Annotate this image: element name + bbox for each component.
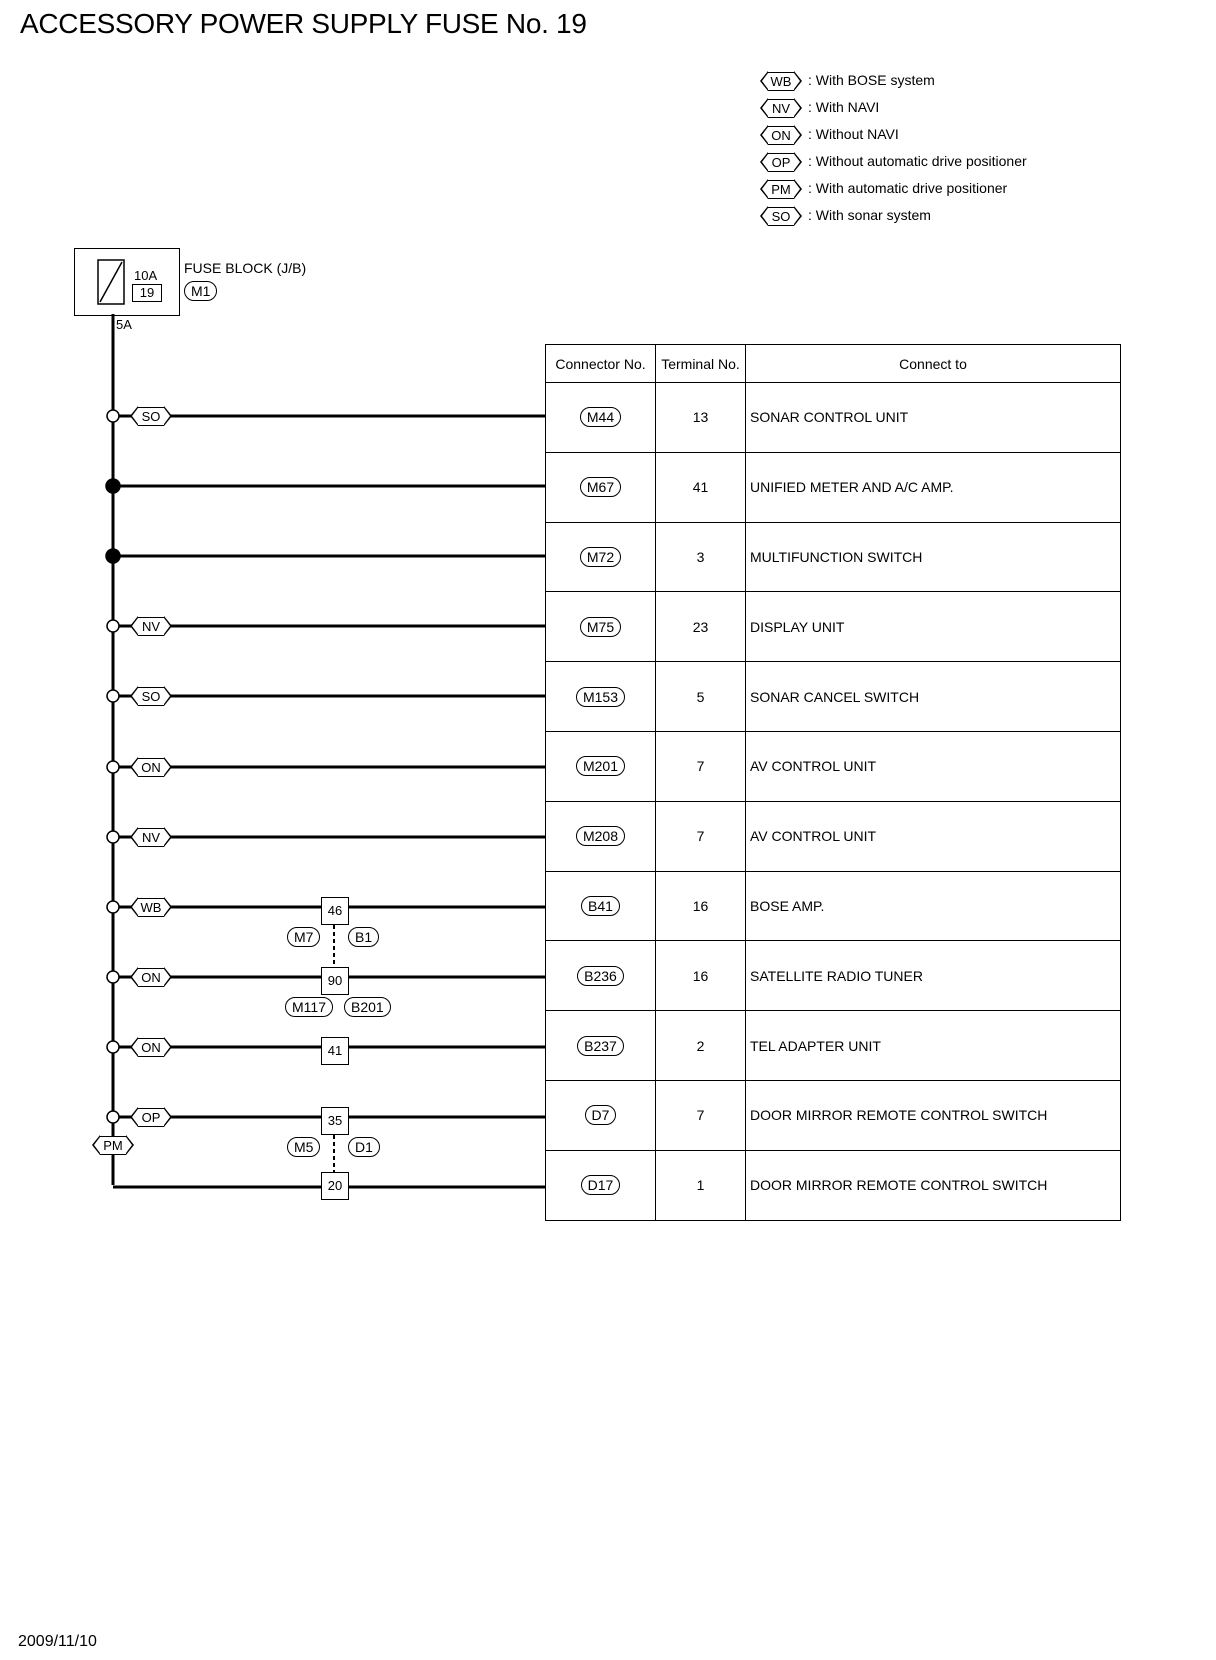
table-row [546,801,1121,871]
terminal-cell: 16 [656,941,746,1011]
connector-pill: M153 [576,687,625,707]
connect-to-cell: DISPLAY UNIT [746,592,1121,662]
optional-splice [107,690,119,702]
fuse-block [74,248,180,316]
terminal-cell: 23 [656,592,746,662]
connect-to-cell: SONAR CANCEL SWITCH [746,662,1121,732]
terminal-cell: 7 [656,801,746,871]
legend-text: : Without NAVI [808,126,899,142]
connector-cell [546,1080,656,1150]
optional-splice [107,971,119,983]
connector-pill: M72 [580,547,621,567]
junction-terminal: 35 [321,1107,349,1135]
terminal-cell: 7 [656,731,746,801]
date-stamp: 2009/11/10 [18,1633,97,1650]
table-row [546,522,1121,592]
optional-splice [107,620,119,632]
connector-pill: D7 [585,1105,617,1125]
table-row [546,1080,1121,1150]
legend-text: : With NAVI [808,99,880,115]
connector-pill: B41 [581,896,620,916]
junction-terminal: 41 [321,1037,349,1065]
legend-tag: NV [760,98,802,118]
branch-condition-tag: SO [130,406,172,426]
junction-terminal: 20 [321,1172,349,1200]
connection-table [545,344,1121,1221]
table-row [546,662,1121,732]
connector-cell [546,941,656,1011]
connector-cell [546,801,656,871]
legend-text: : With BOSE system [808,72,935,88]
legend-tag: OP [760,152,802,172]
branch-condition-tag: NV [130,616,172,636]
terminal-cell: 7 [656,1080,746,1150]
legend-tag: SO [760,206,802,226]
terminal-cell: 3 [656,522,746,592]
terminal-cell: 13 [656,383,746,453]
junction-terminal: 90 [321,967,349,995]
optional-splice [107,901,119,913]
table-row [546,941,1121,1011]
fuse-block-label: FUSE BLOCK (J/B) [184,260,307,276]
junction-connector-right: D1 [348,1137,380,1157]
branch-condition-tag: ON [130,1037,172,1057]
connector-pill: B237 [577,1036,624,1056]
connect-to-cell: UNIFIED METER AND A/C AMP. [746,452,1121,522]
connector-pill: M201 [576,756,625,776]
connector-pill: M208 [576,826,625,846]
fuse-terminal: 5A [116,317,132,332]
terminal-cell: 5 [656,662,746,732]
splice-dot [106,479,120,493]
connector-cell [546,383,656,453]
junction-connector-left: M5 [287,1137,320,1157]
header-connector-no: Connector No. [546,345,656,383]
junction-connector-right: B201 [344,997,391,1017]
connect-to-cell: TEL ADAPTER UNIT [746,1011,1121,1081]
connector-cell [546,662,656,732]
connector-pill: M44 [580,407,621,427]
connector-cell [546,1011,656,1081]
terminal-cell: 2 [656,1011,746,1081]
table-row [546,452,1121,522]
terminal-cell: 16 [656,871,746,941]
connect-to-cell: AV CONTROL UNIT [746,801,1121,871]
branch-condition-tag: SO [130,686,172,706]
connector-pill: M67 [580,477,621,497]
branch-condition-tag: ON [130,757,172,777]
optional-splice [107,1041,119,1053]
table-row [546,1150,1121,1220]
junction-terminal: 46 [321,897,349,925]
splice-dot [106,549,120,563]
connector-cell [546,1150,656,1220]
table-row [546,383,1121,453]
connector-pill: M75 [580,617,621,637]
connect-to-cell: AV CONTROL UNIT [746,731,1121,801]
optional-splice [107,410,119,422]
optional-splice [107,831,119,843]
legend-tag: ON [760,125,802,145]
junction-connector-right: B1 [348,927,379,947]
connect-to-cell: SONAR CONTROL UNIT [746,383,1121,453]
branch-condition-tag: OP [130,1107,172,1127]
connector-pill: B236 [577,966,624,986]
legend-text: : Without automatic drive positioner [808,153,1027,169]
page-title: ACCESSORY POWER SUPPLY FUSE No. 19 [20,8,587,39]
junction-connector-left: M117 [285,997,333,1017]
connect-to-cell: BOSE AMP. [746,871,1121,941]
branch-condition-tag: NV [130,827,172,847]
legend-tag: PM [760,179,802,199]
fuse-number: 19 [132,284,162,302]
table-row [546,1011,1121,1081]
connect-to-cell: DOOR MIRROR REMOTE CONTROL SWITCH [746,1150,1121,1220]
connector-cell [546,592,656,662]
legend-text: : With sonar system [808,207,931,223]
connect-to-cell: DOOR MIRROR REMOTE CONTROL SWITCH [746,1080,1121,1150]
branch-condition-tag: ON [130,967,172,987]
connector-pill: D17 [581,1175,621,1195]
terminal-cell: 1 [656,1150,746,1220]
connector-cell [546,871,656,941]
pm-condition-tag: PM [92,1135,134,1155]
branch-wires [106,410,545,1187]
header-terminal-no: Terminal No. [656,345,746,383]
fuse-amperage: 10A [134,268,158,283]
fuse-connector: M1 [184,281,217,301]
connect-to-cell: MULTIFUNCTION SWITCH [746,522,1121,592]
terminal-cell: 41 [656,452,746,522]
branch-condition-tag: WB [130,897,172,917]
table-row [546,871,1121,941]
table-row [546,731,1121,801]
connect-to-cell: SATELLITE RADIO TUNER [746,941,1121,1011]
connector-cell [546,522,656,592]
legend-text: : With automatic drive positioner [808,180,1008,196]
header-connect-to: Connect to [746,345,1121,383]
legend-tag: WB [760,71,802,91]
connector-cell [546,731,656,801]
optional-splice [107,761,119,773]
optional-splice [107,1111,119,1123]
junction-connector-left: M7 [287,927,320,947]
connector-cell [546,452,656,522]
table-row [546,592,1121,662]
